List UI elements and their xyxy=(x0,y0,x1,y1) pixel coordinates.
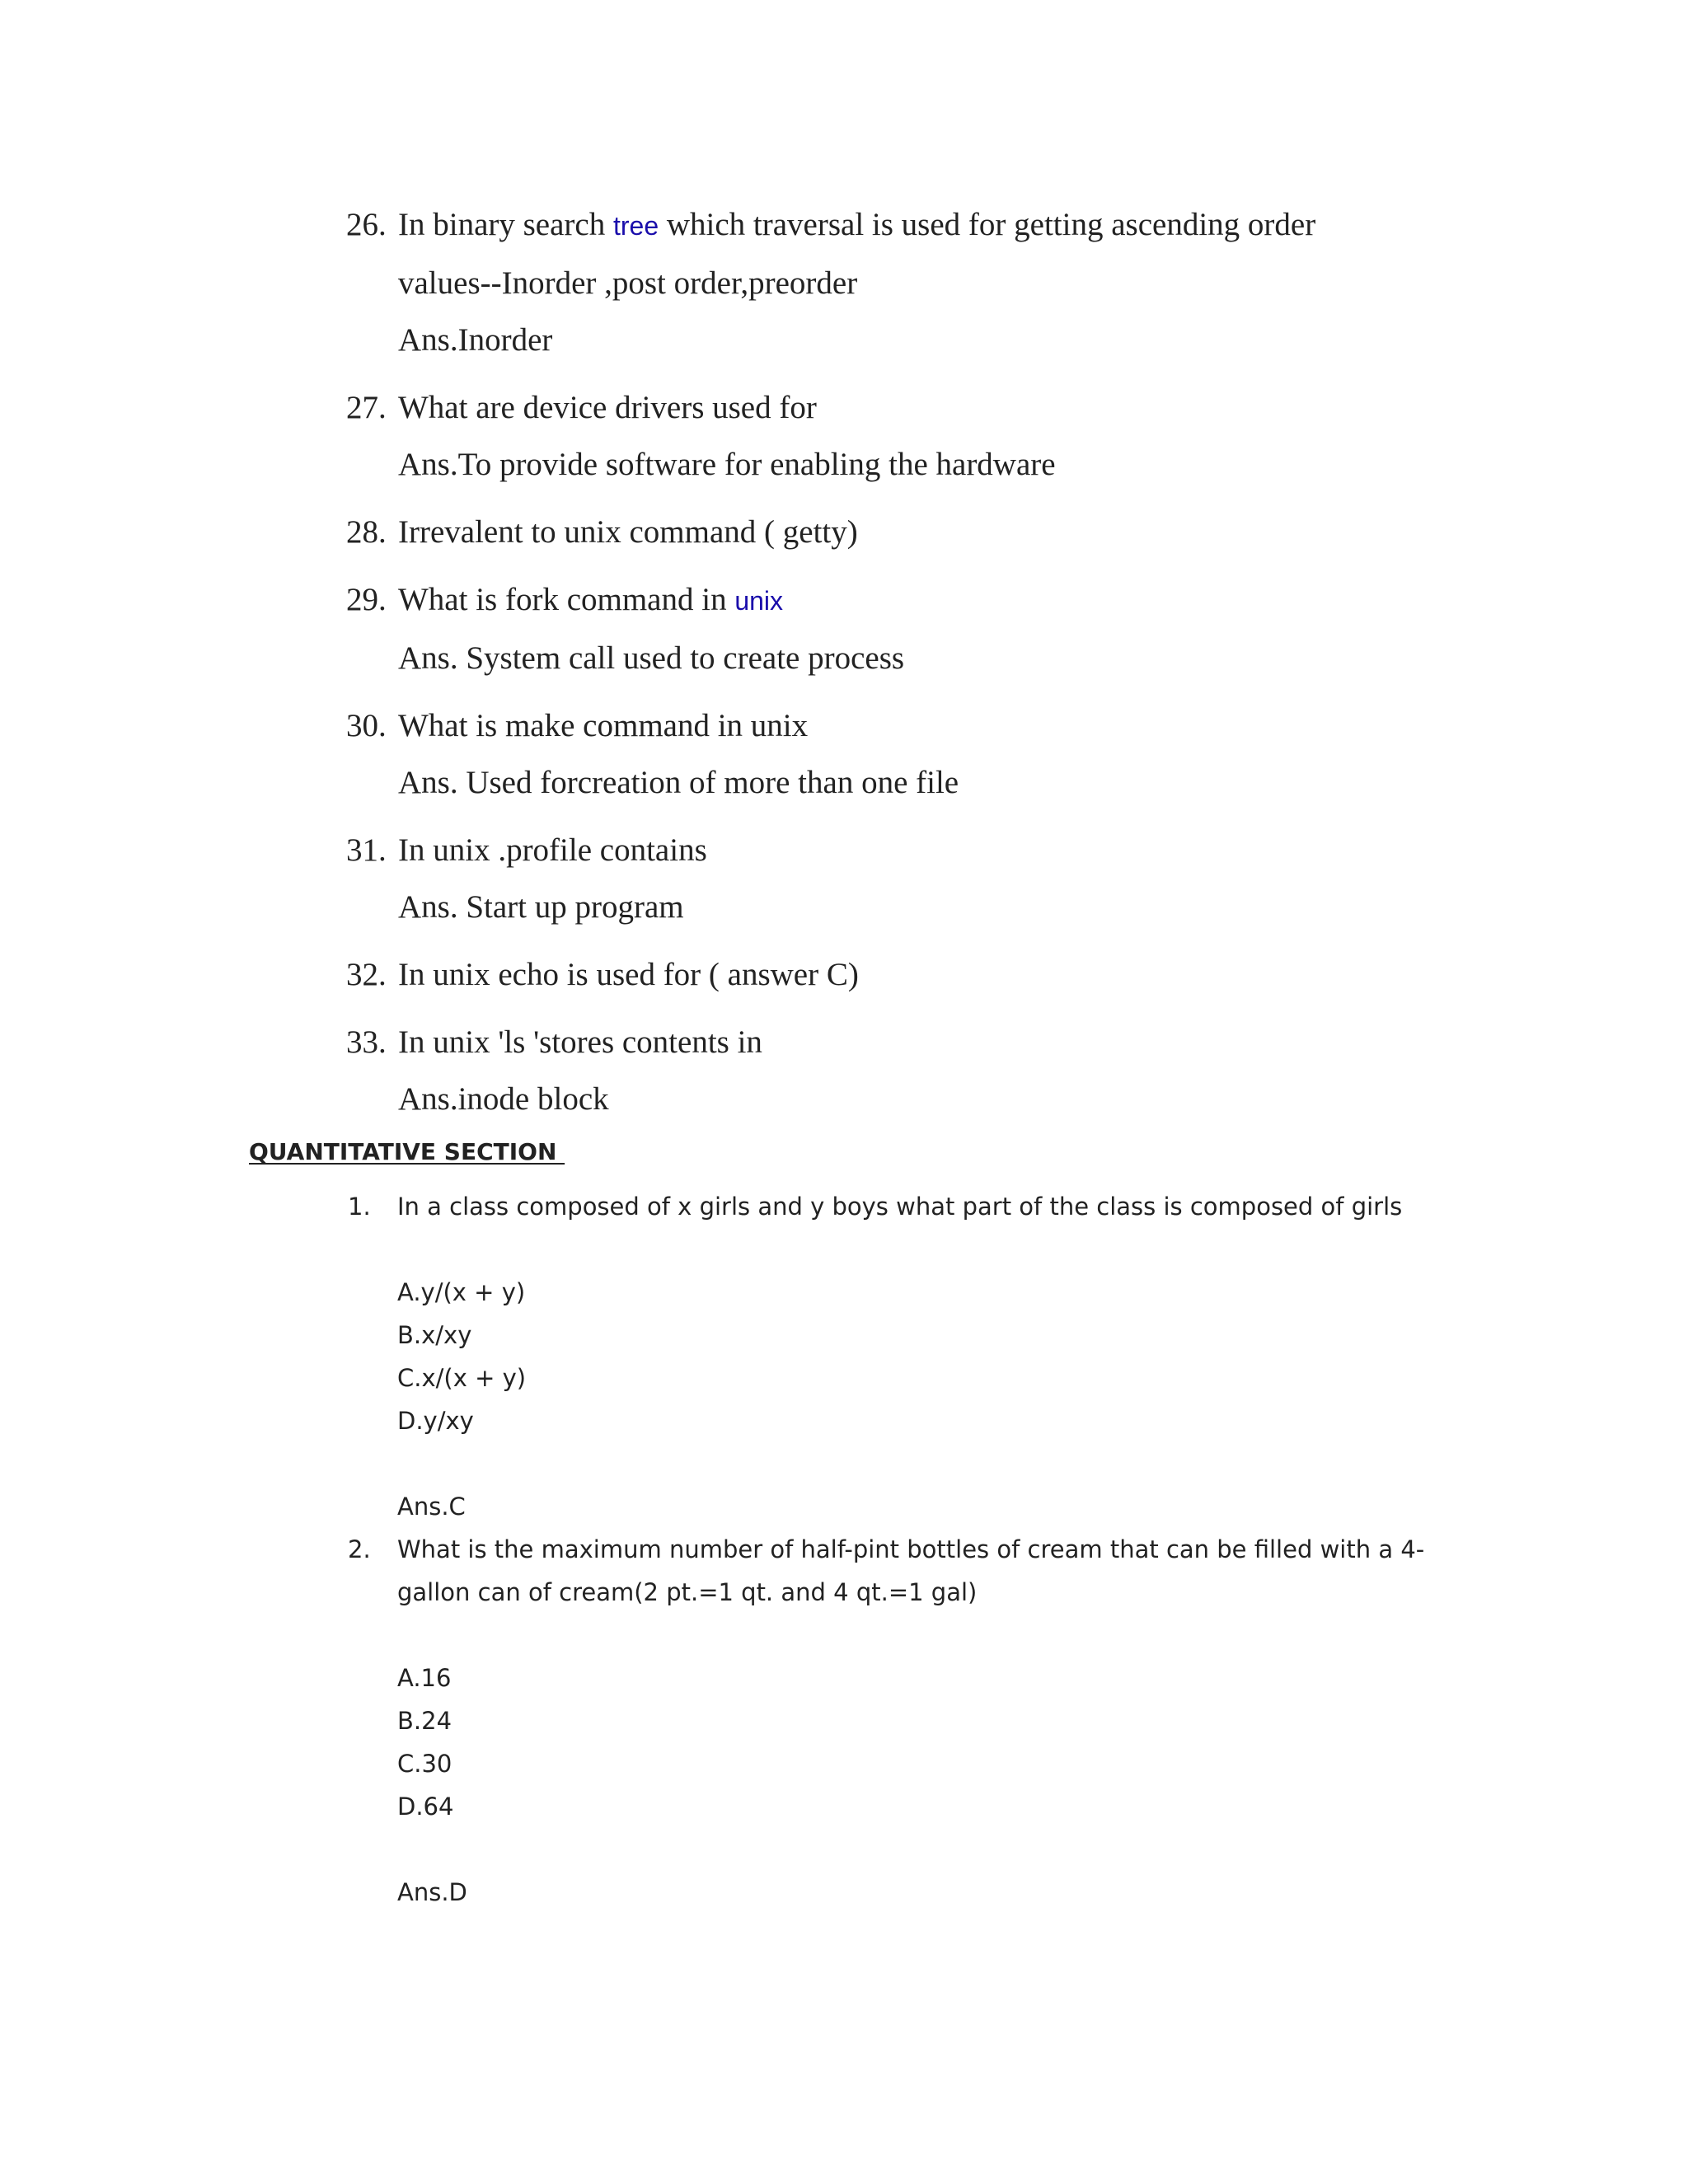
question-number: 27. xyxy=(346,390,387,425)
answer-text: Ans. System call used to create process xyxy=(398,640,905,676)
question-text-line2: values--Inorder ,post order,preorder xyxy=(398,265,858,301)
answer-text: Ans.D xyxy=(397,1878,467,1906)
question-27 xyxy=(346,379,1500,493)
question-text: In unix .profile contains xyxy=(398,832,707,868)
question-text: What is fork command in xyxy=(398,582,735,617)
question-number: 28. xyxy=(346,514,387,550)
question-number: 31. xyxy=(346,832,387,868)
question-text: Irrevalent to unix command ( getty) xyxy=(398,514,858,550)
question-number: 1. xyxy=(348,1193,371,1221)
option-b: B.x/xy xyxy=(397,1321,472,1349)
option-a: A.16 xyxy=(397,1664,452,1692)
question-33 xyxy=(346,1014,1500,1127)
question-text: What is make command in unix xyxy=(398,708,809,743)
question-29 xyxy=(346,571,1500,687)
question-text: In a class composed of x girls and y boys what part of the class is composed of girls xyxy=(397,1193,1403,1221)
question-number: 29. xyxy=(346,582,387,617)
tree-link[interactable]: tree xyxy=(612,211,659,241)
question-text: In binary search xyxy=(398,207,613,242)
option-c: C.30 xyxy=(397,1750,452,1778)
unix-questions-list xyxy=(346,196,1500,1138)
question-text-line2: gallon can of cream(2 pt.=1 qt. and 4 qt.=1 gal) xyxy=(397,1578,978,1606)
question-28 xyxy=(346,504,1500,560)
answer-text: Ans.To provide software for enabling the hardware xyxy=(398,447,1056,482)
question-text: In unix 'ls 'stores contents in xyxy=(398,1024,762,1060)
unix-link[interactable]: unix xyxy=(734,586,784,616)
question-31 xyxy=(346,822,1500,935)
question-32 xyxy=(346,946,1500,1003)
question-26 xyxy=(346,196,1500,368)
question-number: 2. xyxy=(348,1535,371,1563)
quant-question-1 xyxy=(348,1185,1436,1528)
question-number: 32. xyxy=(346,957,387,992)
question-number: 33. xyxy=(346,1024,387,1060)
question-number: 30. xyxy=(346,708,387,743)
section-heading: QUANTITATIVE SECTION xyxy=(249,1138,565,1165)
option-a: A.y/(x + y) xyxy=(397,1278,526,1306)
option-c: C.x/(x + y) xyxy=(397,1364,527,1392)
question-text: What are device drivers used for xyxy=(398,390,817,425)
answer-text: Ans. Used forcreation of more than one file xyxy=(398,765,959,800)
option-d: D.64 xyxy=(397,1793,454,1821)
answer-text: Ans.Inorder xyxy=(398,322,553,358)
answer-text: Ans.inode block xyxy=(398,1081,609,1117)
question-text-cont: which traversal is used for getting ascending order xyxy=(659,207,1316,242)
quantitative-questions-list xyxy=(348,1185,1436,1914)
question-30 xyxy=(346,697,1500,811)
answer-text: Ans. Start up program xyxy=(398,889,684,925)
option-d: D.y/xy xyxy=(397,1407,474,1435)
question-text-line1: What is the maximum number of half-pint bottles of cream that can be filled with a 4- xyxy=(397,1535,1425,1563)
answer-text: Ans.C xyxy=(397,1493,466,1521)
question-text: In unix echo is used for ( answer C) xyxy=(398,957,859,992)
quant-question-2 xyxy=(348,1528,1436,1914)
question-number: 26. xyxy=(346,207,387,242)
option-b: B.24 xyxy=(397,1707,452,1735)
